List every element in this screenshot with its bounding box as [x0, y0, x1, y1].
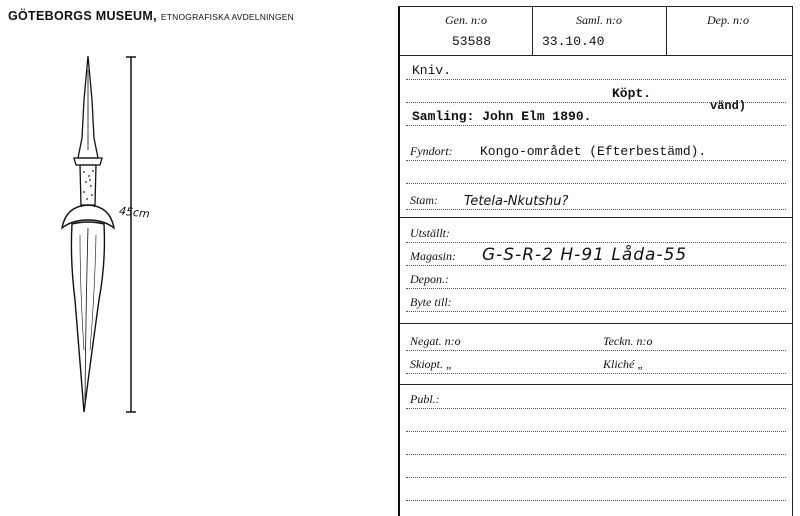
gen-no-label: Gen. n:o — [445, 13, 487, 27]
header-divider — [400, 55, 792, 56]
skiopt-divider — [400, 384, 792, 385]
utstallt-label: Utställt: — [410, 226, 451, 240]
turn-note: vänd) — [710, 99, 747, 113]
row-publ-5 — [400, 480, 792, 503]
negat-label: Negat. n:o — [410, 334, 461, 348]
row-object — [400, 59, 792, 82]
row-publ — [400, 388, 792, 411]
saml-no-label: Saml. n:o — [576, 13, 622, 27]
knife-collar — [74, 158, 102, 165]
stam-divider — [400, 217, 792, 218]
size-annotation: 45cm — [118, 204, 151, 221]
acquisition-type: Köpt. — [612, 86, 652, 101]
publ-label: Publ.: — [410, 392, 440, 406]
teckn-label: Teckn. n:o — [603, 334, 653, 348]
catalog-card — [398, 6, 793, 516]
saml-no-value: 33.10.40 — [542, 34, 605, 49]
row-fyndort — [400, 140, 792, 163]
fyndort-label: Fyndort: — [410, 144, 453, 158]
row-negat — [400, 330, 792, 353]
magasin-value: G-S-R-2 H-91 Låda-55 — [482, 245, 688, 265]
museum-department: ETNOGRAFISKA AVDELNINGEN — [160, 12, 294, 22]
storage-divider — [400, 323, 792, 324]
drawing-area — [0, 0, 395, 515]
row-utstallt — [400, 222, 792, 245]
kliche-label: Kliché „ — [603, 357, 644, 371]
byte-label: Byte till: — [410, 295, 452, 309]
stam-value: Tetela-Nkutshu? — [464, 194, 569, 209]
knife-drawing — [0, 0, 395, 515]
gen-no-cell — [400, 7, 533, 55]
row-publ-2 — [400, 411, 792, 434]
row-stam — [400, 189, 792, 212]
row-fyndort-cont — [400, 163, 792, 186]
row-acquisition — [400, 82, 792, 113]
dep-no-cell — [666, 7, 790, 55]
magasin-label: Magasin: — [410, 249, 456, 263]
dep-no-label: Dep. n:o — [707, 13, 749, 27]
skiopt-label: Skiopt. „ — [410, 357, 453, 371]
row-skiopt — [400, 353, 792, 376]
collection-text: Samling: John Elm 1890. — [412, 109, 592, 124]
row-collection — [400, 105, 792, 128]
stam-label: Stam: — [410, 193, 438, 207]
depon-label: Depon.: — [410, 272, 449, 286]
knife-blade — [71, 222, 104, 412]
row-depon — [400, 268, 792, 291]
row-magasin — [400, 245, 792, 268]
object-name: Kniv. — [412, 63, 452, 78]
row-byte — [400, 291, 792, 314]
row-publ-3 — [400, 434, 792, 457]
museum-name: GÖTEBORGS MUSEUM, — [8, 9, 157, 23]
saml-no-cell — [532, 7, 667, 55]
row-publ-4 — [400, 457, 792, 480]
knife-guard — [62, 205, 114, 228]
fyndort-value: Kongo-området (Efterbestämd). — [480, 144, 707, 159]
gen-no-value: 53588 — [452, 34, 492, 49]
